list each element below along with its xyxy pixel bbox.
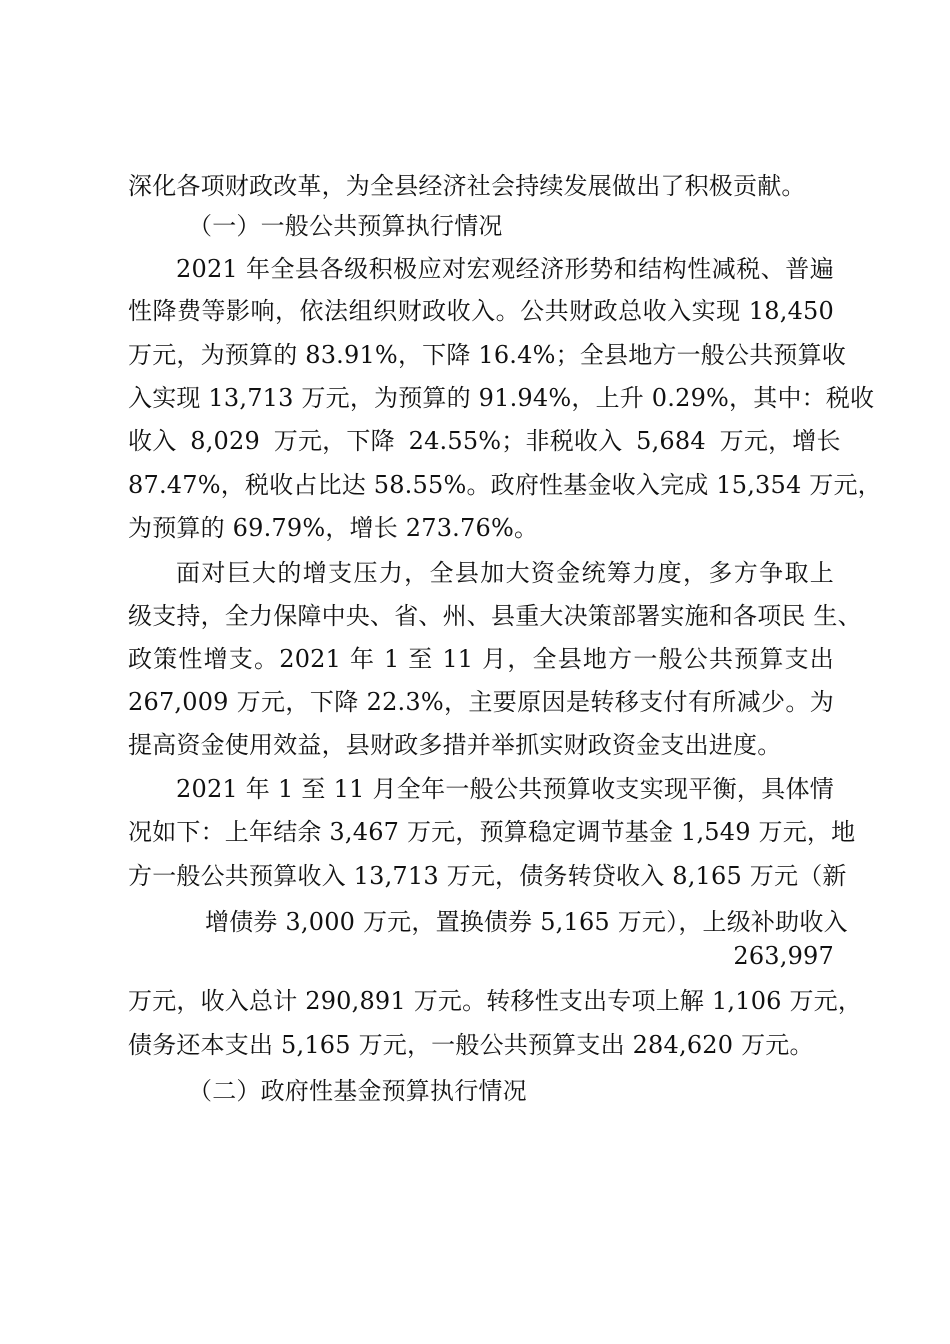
text-line: 263,997 [733, 942, 834, 970]
text-line: 万元，收入总计 290,891 万元。转移性支出专项上解 1,106 万元， [128, 987, 863, 1015]
text-line: 债务还本支出 5,165 万元，一般公共预算支出 284,620 万元。 [128, 1031, 814, 1059]
text-line: 267,009 万元，下降 22.3%，主要原因是转移支付有所减少。为 [128, 688, 834, 716]
text-line: 深化各项财政改革，为全县经济社会持续发展做出了积极贡献。 [128, 172, 806, 200]
text-line: 万元，为预算的 83.91%，下降 16.4%；全县地方一般公共预算收 [128, 341, 847, 369]
text-line: 级支持，全力保障中央、省、州、县重大决策部署实施和各项民 生、 [128, 602, 862, 630]
text-line: 收入 8,029 万元，下降 24.55%；非税收入 5,684 万元，增长 [128, 427, 841, 455]
text-line: 为预算的 69.79%，增长 273.76%。 [128, 514, 539, 542]
section-heading: （一）一般公共预算执行情况 [188, 212, 503, 240]
section-heading: （二）政府性基金预算执行情况 [188, 1077, 527, 1105]
text-line: 性降费等影响，依法组织财政收入。公共财政总收入实现 18,450 [128, 297, 834, 325]
text-line: 方一般公共预算收入 13,713 万元，债务转贷收入 8,165 万元（新 [128, 862, 847, 890]
text-line: 2021 年 1 至 11 月全年一般公共预算收支实现平衡，具体情 [176, 775, 834, 803]
text-line: 政策性增支。2021 年 1 至 11 月，全县地方一般公共预算支出 [128, 645, 834, 673]
text-line: 增债券 3,000 万元，置换债券 5,165 万元），上级补助收入 [205, 908, 848, 936]
text-line: 提高资金使用效益，县财政多措并举抓实财政资金支出进度。 [128, 731, 782, 759]
text-line: 87.47%，税收占比达 58.55%。政府性基金收入完成 15,354 万元， [128, 471, 882, 499]
text-line: 入实现 13,713 万元，为预算的 91.94%，上升 0.29%，其中：税收 [128, 384, 875, 412]
text-line: 2021 年全县各级积极应对宏观经济形势和结构性减税、普遍 [176, 255, 834, 283]
text-line: 面对巨大的增支压力，全县加大资金统筹力度，多方争取上 [176, 559, 834, 587]
text-line: 况如下：上年结余 3,467 万元，预算稳定调节基金 1,549 万元，地 [128, 818, 856, 846]
